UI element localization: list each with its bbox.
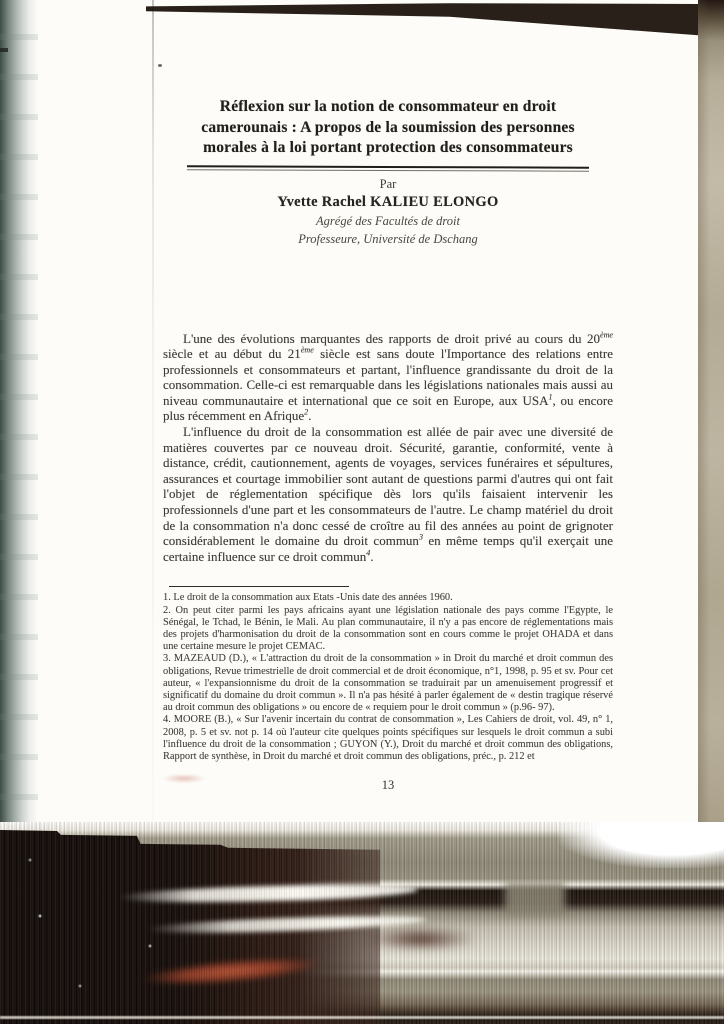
page-fold-line [152,0,154,822]
scanner-blur-region [0,822,724,1024]
footnote-3: 3. MAZEAUD (D.), « L'attraction du droit de la consommation » in Droit du marché et droit commun des obligations, Revue trimestrielle de droit commercial et de droit économique, n°1, 1998, p. 95 et sv. Pour cet auteur, « l'expansionnisme du droit de la consommation se traduirait par un amenuisement progressif et significatif du domaine du droit commun ». Il n'a pas hésité à parler également de « destin tragique réservé au droit commun des obligations » ou encore de « requiem pour le droit commun » (p.96- 97). [163,653,613,714]
byline [163,177,613,247]
book-spine-shadow [0,0,38,822]
article-title-line-3: morales à la loi portant protection des consommateurs [203,139,573,156]
scanner-blur-bottom-line [0,1016,724,1019]
page-number: 13 [381,778,395,793]
author-affiliation: Professeure, Université de Dschang [298,231,478,246]
scanner-bed-right-strip [698,0,724,824]
body-text [163,331,613,565]
body-paragraph-2: L'influence du droit de la consommation est allée de pair avec une diversité de matières couvertes par ce nouveau droit. Sécurité, garantie, conformité, vente à distance, crédit, cautionnement, agents de voyages, services funéraires et sépultures, assurances et courtage immobilier sont autant de questions parmi d'autres qui ont fait l'objet de réglementation spécifique dès lors qu'ils faisaient intervenir les professionnels d'une part et les consommateurs de l'autre. Le champ matériel du droit de la consommation n'a donc cessé de croître au fil des années au point de grignoter considérablement le domaine du droit commun$^3$ en même temps qu'il exerçait une certaine influence sur ce droit commun$^4$. [163,424,613,564]
footnote-separator [169,586,349,587]
scanner-blur-white-corner [559,822,724,868]
title-divider-rule [187,165,589,171]
footnote-2: 2. On peut citer parmi les pays africains ayant une législation nationale des pays comme l'Egypte, le Sénégal, le Tchad, le Bénin, le Mali. Au plan communautaire, il n'y a pas encore de réglementations mais des projets d'harmonisation du droit de la consommation sont en cours comme le projet OHADA et dans une certaine mesure le projet CEMAC. [163,604,613,653]
scan-artifact-dot [158,64,162,67]
article-title-line-2: camerounais : A propos de la soumission des personnes [201,118,575,136]
footnotes [163,592,613,763]
body-paragraph-1: L'une des évolutions marquantes des rapports de droit privé au cours du 20ème siècle et au début du 21ème siècle est sans doute l'Importance des relations entre professionnels et consommateurs et partant, l'influence grandissante du droit de la consommation. Celle-ci est remarquable dans les législations nationales mais aussi au niveau communautaire et international que ce soit en Europe, aux USA$^1$, ou encore plus récemment en Afrique$^2$. [163,330,613,424]
author-title: Agrégé des Facultés de droit [316,213,460,228]
page-top-edge-shadow [146,0,698,40]
footnote-1: 1. Le droit de la consommation aux Etats -Unis date des années 1960. [163,592,453,604]
author-name: Yvette Rachel KALIEU ELONGO [277,193,499,210]
article-content [163,97,613,793]
footnote-4: 4. MOORE (B.), « Sur l'avenir incertain du contrat de consommation », Les Cahiers de droit, vol. 49, n° 1, 2008, p. 5 et sv. not p. 14 où l'auteur cite quelques points spécifiques sur lesquels le droit commun a subi l'influence du droit de la consommation ; GUYON (Y.), Droit du marché et droit commun des obligations, Rapport de synthèse, in Droit du marché et droit commun des obligations, préc., p. 212 et [163,714,613,763]
byline-par-label: Par [379,176,397,191]
article-title-line-1: Réflexion sur la notion de consommateur en droit [219,98,557,115]
article-title [163,97,613,159]
